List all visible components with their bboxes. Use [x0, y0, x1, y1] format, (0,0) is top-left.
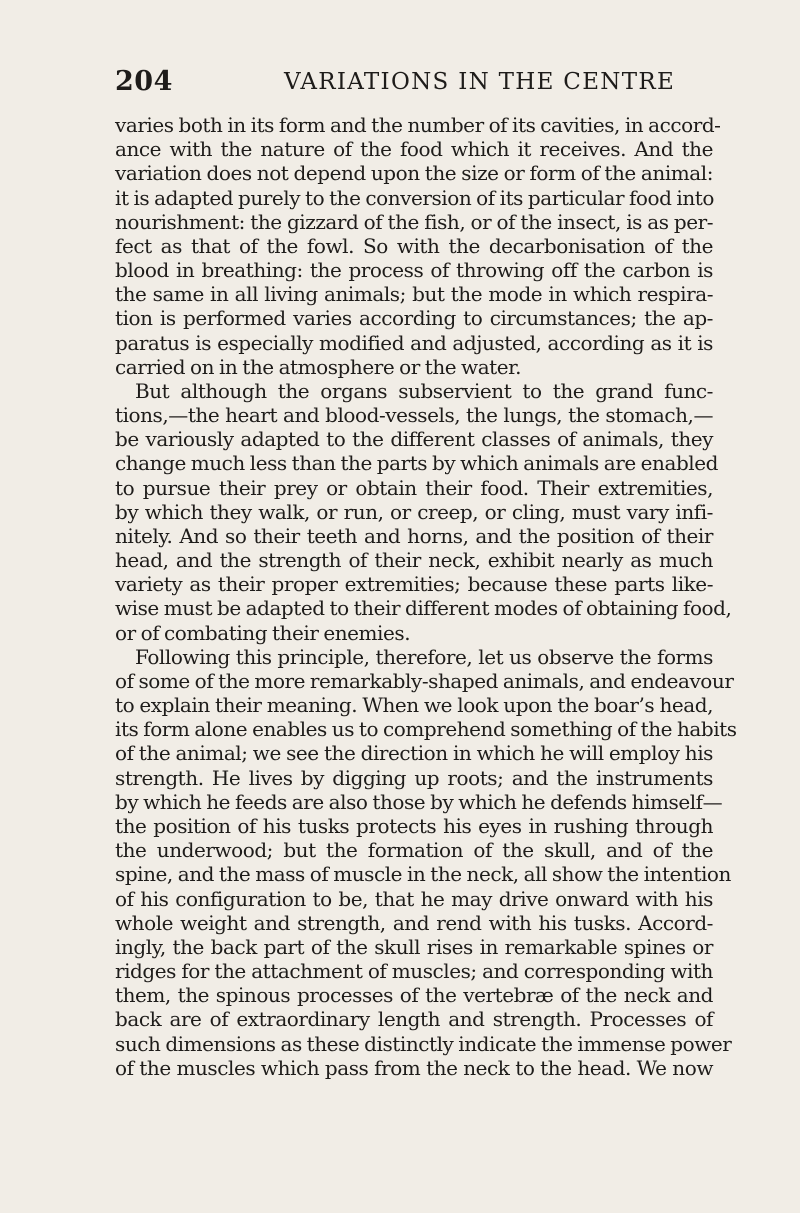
- text-line: such dimensions as these distinctly indicate the immense power: [115, 1031, 732, 1056]
- running-head-title: VARIATIONS IN THE CENTRE: [284, 69, 676, 95]
- text-line: spine, and the mass of muscle in the neck, all show the intention: [115, 862, 731, 887]
- paragraph: [115, 378, 732, 645]
- text-line: it is adapted purely to the conversion of its particular food into: [115, 185, 714, 210]
- text-line: But although the organs subservient to the grand func-: [135, 378, 713, 403]
- text-line: ance with the nature of the food which it receives. And the: [115, 137, 713, 162]
- text-line: strength. He lives by digging up roots; and the instruments: [115, 765, 713, 790]
- text-line: head, and the strength of their neck, exhibit nearly as much: [115, 548, 713, 573]
- text-line: or of combating their enemies.: [115, 620, 411, 645]
- text-line: carried on in the atmosphere or the water.: [115, 354, 521, 379]
- text-line: of his configuration to be, that he may drive onward with his: [115, 886, 713, 911]
- text-line: of some of the more remarkably-shaped animals, and endeavour: [115, 668, 734, 693]
- text-line: to pursue their prey or obtain their food. Their extremities,: [115, 475, 713, 500]
- text-line: fect as that of the fowl. So with the decarbonisation of the: [115, 233, 713, 258]
- text-line: variation does not depend upon the size or form of the animal:: [115, 161, 713, 186]
- page-number: 204: [115, 66, 173, 97]
- text-line: blood in breathing: the process of throwing off the carbon is: [115, 258, 713, 283]
- text-line: back are of extraordinary length and strength. Processes of: [115, 1007, 713, 1032]
- text-line: paratus is especially modified and adjusted, according as it is: [115, 330, 713, 355]
- text-line: tions,—the heart and blood-vessels, the lungs, the stomach,—: [115, 403, 713, 428]
- text-line: its form alone enables us to comprehend something of the habits: [115, 717, 737, 742]
- text-line: the same in all living animals; but the mode in which respira-: [115, 282, 713, 307]
- text-line: the position of his tusks protects his eyes in rushing through: [115, 813, 713, 838]
- text-line: by which he feeds are also those by which he defends himself—: [115, 789, 723, 814]
- body-text: [115, 113, 737, 1080]
- text-line: nitely. And so their teeth and horns, and the position of their: [115, 523, 713, 548]
- text-line: variety as their proper extremities; because these parts like-: [115, 572, 713, 597]
- running-head: [115, 66, 715, 98]
- text-line: of the animal; we see the direction in which he will employ his: [115, 741, 713, 766]
- text-line: be variously adapted to the different classes of animals, they: [115, 427, 713, 452]
- paragraph: [115, 644, 737, 1080]
- text-line: by which they walk, or run, or creep, or cling, must vary infi-: [115, 499, 713, 524]
- text-line: ingly, the back part of the skull rises in remarkable spines or: [115, 934, 713, 959]
- text-line: wise must be adapted to their different modes of obtaining food,: [115, 596, 732, 621]
- text-line: of the muscles which pass from the neck to the head. We now: [115, 1055, 713, 1080]
- text-line: them, the spinous processes of the vertebræ of the neck and: [115, 983, 713, 1008]
- text-line: tion is performed varies according to circumstances; the ap-: [115, 306, 713, 331]
- text-line: Following this principle, therefore, let us observe the forms: [135, 644, 713, 669]
- text-line: the underwood; but the formation of the skull, and of the: [115, 838, 713, 863]
- text-line: change much less than the parts by which animals are enabled: [115, 451, 718, 476]
- paragraph: [115, 113, 721, 379]
- text-line: whole weight and strength, and rend with his tusks. Accord-: [115, 910, 713, 935]
- text-line: varies both in its form and the number of its cavities, in accord-: [115, 113, 721, 137]
- text-line: ridges for the attachment of muscles; and corresponding with: [115, 959, 713, 984]
- text-line: to explain their meaning. When we look upon the boar’s head,: [115, 693, 713, 718]
- text-line: nourishment: the gizzard of the fish, or of the insect, is as per-: [115, 209, 713, 234]
